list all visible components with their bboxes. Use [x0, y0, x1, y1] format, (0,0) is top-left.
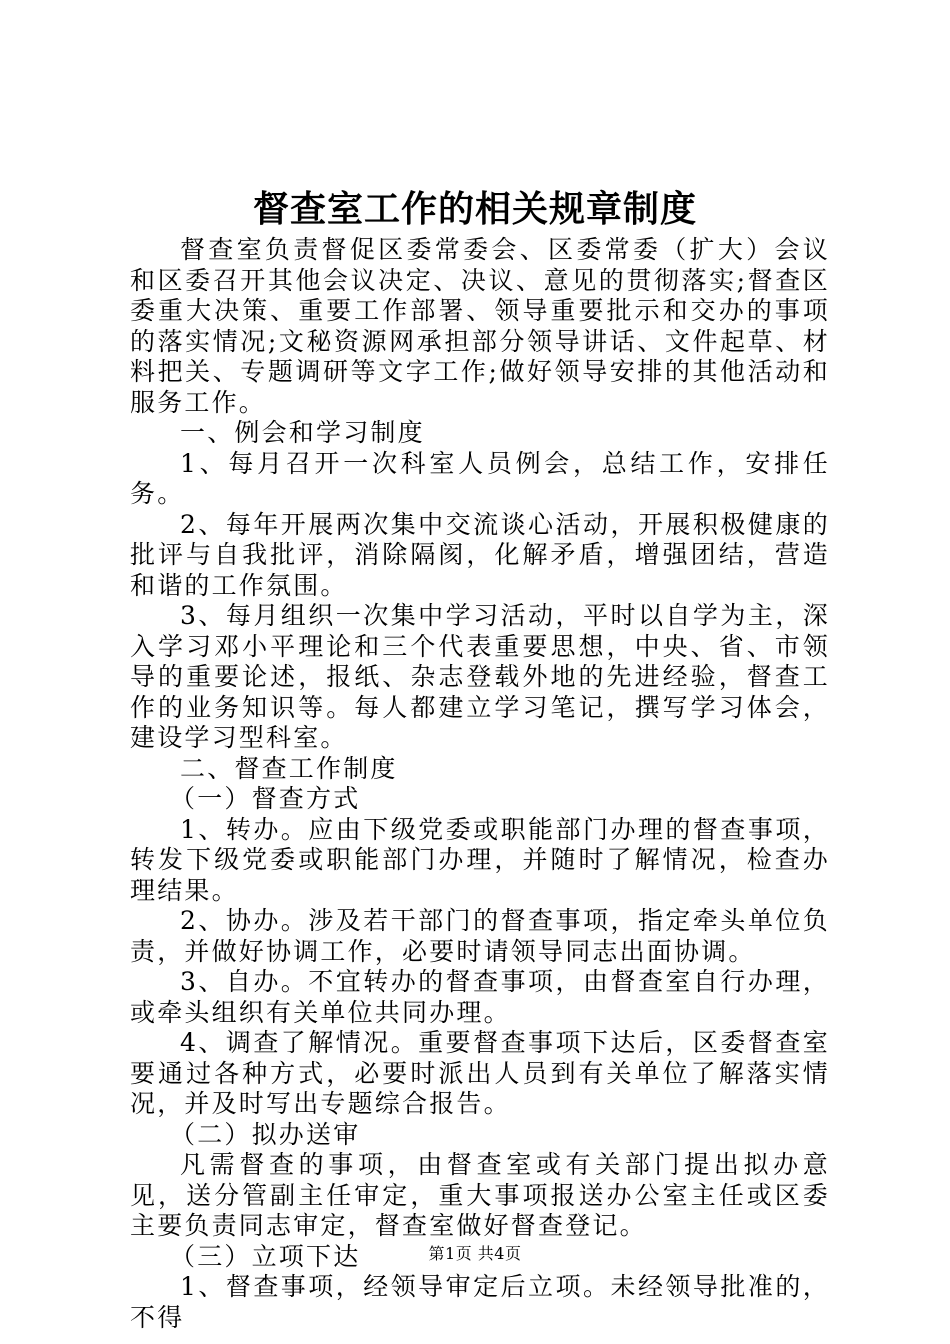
section-heading-1: 一、例会和学习制度 [180, 418, 425, 447]
section-heading-2: 二、督查工作制度 [180, 753, 398, 783]
page-number-footer: 第1页 共4页 [428, 1244, 522, 1263]
paragraph-1-2: 2、每年开展两次集中交流谈心活动，开展积极健康的批评与自我批评，消除隔阂，化解矛盾，增强团结，营造和谐的工作氛围。 [130, 509, 830, 600]
subsection-heading-1: （一）督查方式 [170, 784, 361, 813]
paragraph-2-6: 1、督查事项，经领导审定后立项。未经领导批准的，不得 [130, 1272, 830, 1332]
paragraph-1-3: 3、每月组织一次集中学习活动，平时以自学为主，深入学习邓小平理论和三个代表重要思想，中央、省、市领导的重要论述，报纸、杂志登载外地的先进经验，督查工作的业务知识等。每人都建立学习笔记，撰写学习体会，建设学习型科室。 [130, 601, 830, 752]
paragraph-intro: 督查室负责督促区委常委会、区委常委（扩大）会议和区委召开其他会议决定、决议、意见的贯彻落实;督查区委重大决策、重要工作部署、领导重要批示和交办的事项的落实情况;文秘资源网承担部分领导讲话、文件起草、材料把关、专题调研等文字工作;做好领导安排的其他活动和服务工作。 [130, 235, 830, 417]
paragraph-2-3: 3、自办。不宜转办的督查事项，由督查室自行办理，或牵头组织有关单位共同办理。 [130, 967, 830, 1027]
paragraph-2-1: 1、转办。应由下级党委或职能部门办理的督查事项，转发下级党委或职能部门办理，并随时了解情况，检查办理结果。 [130, 814, 830, 905]
paragraph-2-4: 4、调查了解情况。重要督查事项下达后，区委督查室要通过各种方式，必要时派出人员到有关单位了解落实情况，并及时写出专题综合报告。 [130, 1028, 830, 1118]
paragraph-2-2: 2、协办。涉及若干部门的督查事项，指定牵头单位负责，并做好协调工作，必要时请领导同志出面协调。 [130, 906, 830, 966]
document-title: 督查室工作的相关规章制度 [252, 188, 697, 230]
paragraph-1-1: 1、每月召开一次科室人员例会，总结工作，安排任务。 [130, 448, 830, 508]
document-body [130, 235, 830, 1333]
subsection-heading-3: （三）立项下达 [170, 1241, 361, 1271]
paragraph-2-5: 凡需督查的事项，由督查室或有关部门提出拟办意见，送分管副主任审定，重大事项报送办公室主任或区委主要负责同志审定，督查室做好督查登记。 [130, 1150, 830, 1240]
subsection-heading-2: （二）拟办送审 [170, 1119, 361, 1149]
